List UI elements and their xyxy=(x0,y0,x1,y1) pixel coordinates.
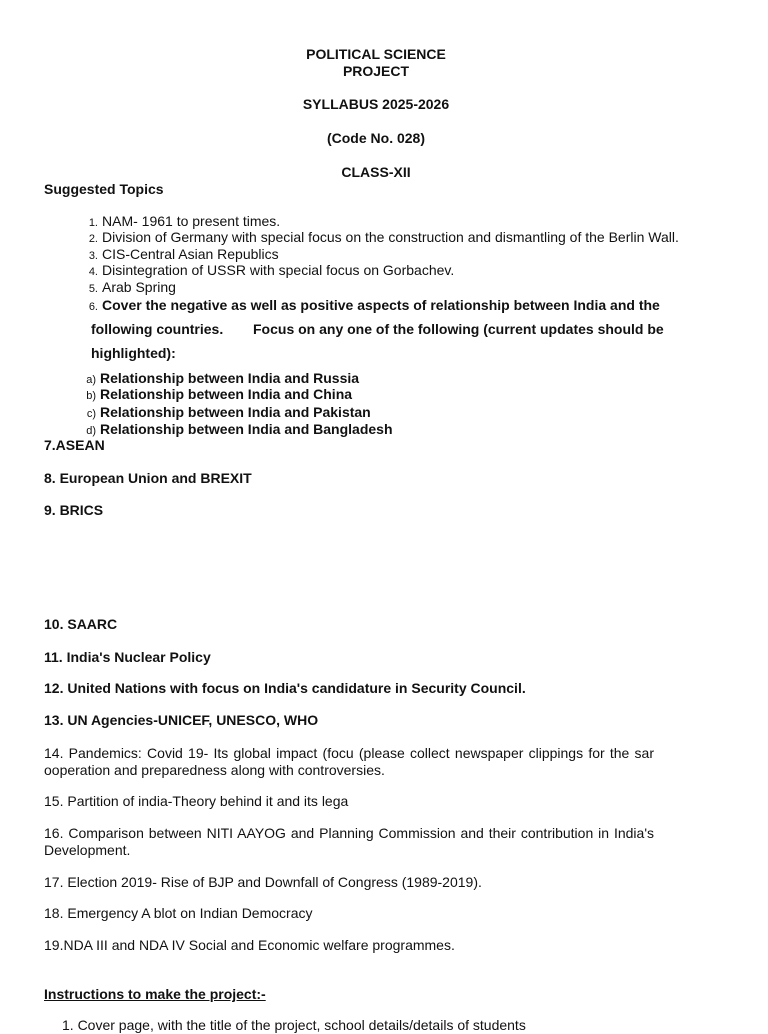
topic-un-agencies: 13. UN Agencies-UNICEF, UNESCO, WHO xyxy=(44,712,319,728)
topic-un-security-council: 12. United Nations with focus on India's candidature in Security Council. xyxy=(44,680,526,696)
topic-election-2019: 17. Election 2019- Rise of BJP and Downfall of Congress (1989-2019). xyxy=(44,874,482,890)
list-number: 3. xyxy=(88,250,98,262)
list-text: Arab Spring xyxy=(102,279,176,295)
sublist-text: Relationship between India and Russia xyxy=(100,370,360,386)
topic-pandemics: 14. Pandemics: Covid 19- Its global impact (focu (please collect newspaper clippings for the sar ooperation and preparedness along with controversies. xyxy=(44,745,654,778)
sublist-text: Relationship between India and Pakistan xyxy=(100,404,371,420)
syllabus-heading: SYLLABUS 2025-2026 xyxy=(302,96,450,112)
topic-nda: 19.NDA III and NDA IV Social and Economic welfare programmes. xyxy=(44,937,455,953)
list-item xyxy=(76,279,176,298)
topic6-continuation-b: Focus on any one of the following (current updates should be xyxy=(253,321,664,337)
sublist-letter: c) xyxy=(86,408,96,420)
sublist-item xyxy=(82,386,352,405)
suggested-topics-label: Suggested Topics xyxy=(44,181,164,197)
title-line-2: PROJECT xyxy=(342,63,410,79)
topic-eu-brexit: 8. European Union and BREXIT xyxy=(44,470,252,486)
sublist-letter: a) xyxy=(86,374,96,386)
sublist-letter: d) xyxy=(86,425,96,437)
sublist-text: Relationship between India and China xyxy=(100,386,353,402)
list-number: 2. xyxy=(88,233,98,245)
class-heading: CLASS-XII xyxy=(341,164,411,180)
sublist-item xyxy=(82,421,393,440)
list-text: Division of Germany with special focus on the construction and dismantling of the Berlin Wall. xyxy=(102,229,679,245)
topic-asean: 7.ASEAN xyxy=(44,437,105,453)
title-line-1: POLITICAL SCIENCE xyxy=(306,46,446,62)
topic-partition: 15. Partition of india-Theory behind it and its lega xyxy=(44,793,349,809)
topic6-continuation-c: highlighted): xyxy=(91,345,176,361)
list-text: Cover the negative as well as positive aspects of relationship between India and the xyxy=(102,297,660,313)
sublist-text: Relationship between India and Bangladesh xyxy=(100,421,393,437)
list-number: 1. xyxy=(88,217,98,229)
sublist-letter: b) xyxy=(86,390,96,402)
code-number: (Code No. 028) xyxy=(326,130,425,146)
topic6-continuation-a: following countries. xyxy=(91,321,224,337)
topic-brics: 9. BRICS xyxy=(44,502,104,518)
instructions-heading: Instructions to make the project:- xyxy=(44,986,266,1002)
list-number: 5. xyxy=(88,283,98,295)
list-text: Disintegration of USSR with special focus on Gorbachev. xyxy=(102,262,455,278)
list-item xyxy=(76,297,660,316)
instruction-item: 1. Cover page, with the title of the project, school details/details of students xyxy=(62,1017,526,1033)
list-number: 6. xyxy=(88,301,98,313)
topic-nuclear-policy: 11. India's Nuclear Policy xyxy=(44,649,211,665)
topic-emergency: 18. Emergency A blot on Indian Democracy xyxy=(44,905,313,921)
list-text: NAM- 1961 to present times. xyxy=(102,213,281,229)
list-text: CIS-Central Asian Republics xyxy=(102,246,279,262)
topic-saarc: 10. SAARC xyxy=(44,616,118,632)
topic-niti-aayog: 16. Comparison between NITI AAYOG and Planning Commission and their contribution in India's Development. xyxy=(44,825,654,858)
list-number: 4. xyxy=(88,266,98,278)
